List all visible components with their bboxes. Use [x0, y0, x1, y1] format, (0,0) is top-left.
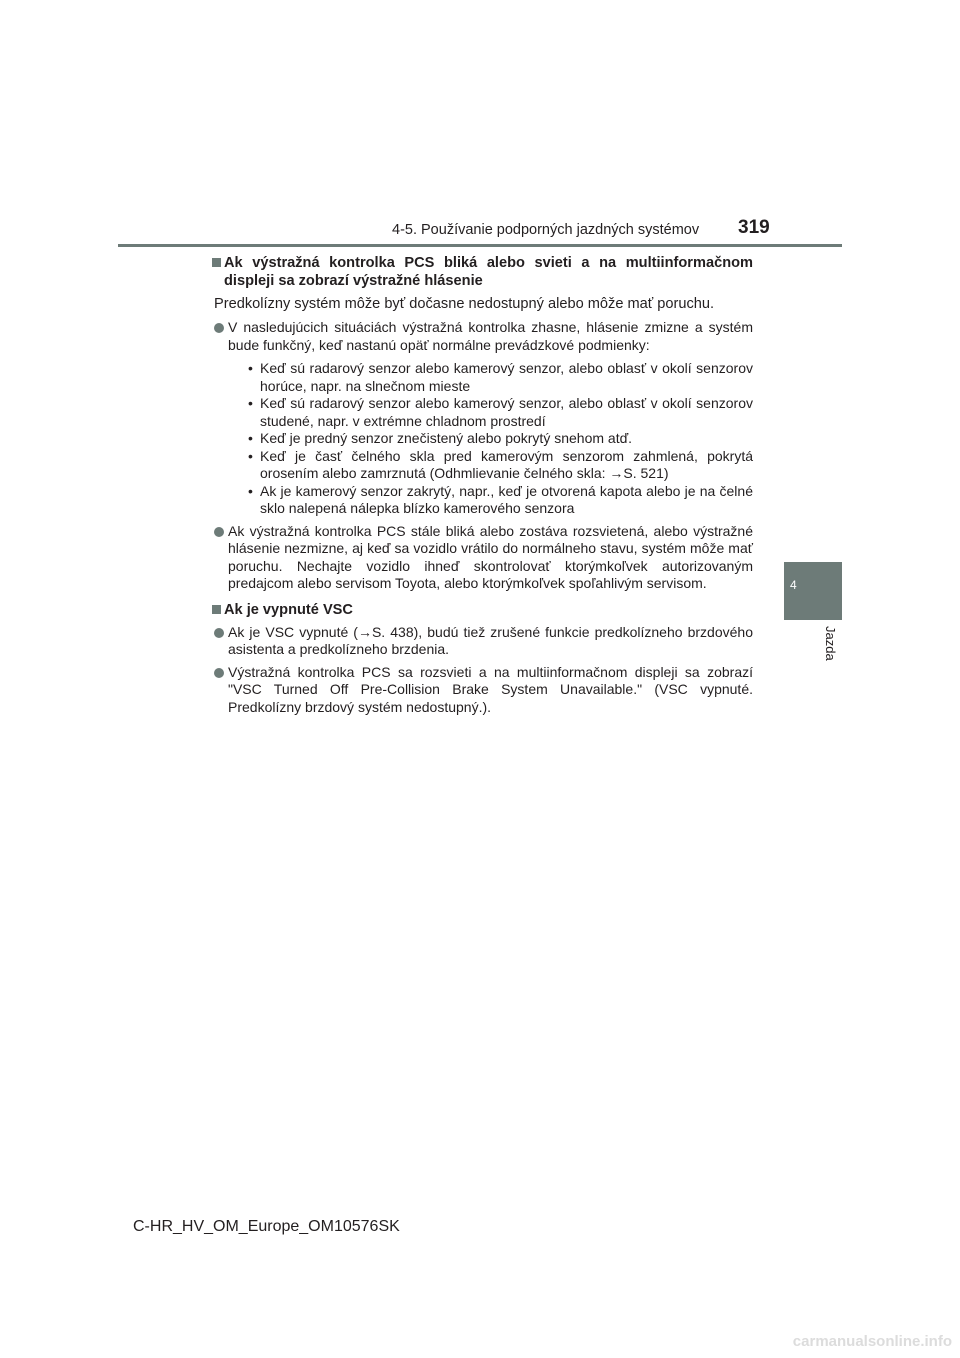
list-item-text: Ak výstražná kontrolka PCS stále bliká alebo zostáva rozsvietená, alebo výstražné hlásenie nezmizne, aj keď sa vozidlo vrátilo do normálneho stavu, systém môže mať poruchu. Nechajte vozidlo ihneď skontrolovať ktorýmkoľvek autorizovaným predajcom alebo servisom Toyota, alebo ktorýmkoľvek spoľahlivým servisom.	[228, 522, 753, 591]
main-content	[210, 254, 753, 721]
sub-list-item	[228, 395, 753, 430]
watermark: carmanualsonline.info	[792, 1333, 952, 1350]
square-bullet-icon	[212, 258, 221, 267]
intro-paragraph: Predkolízny systém môže byť dočasne nedostupný alebo môže mať poruchu.	[214, 296, 715, 312]
header-rule	[118, 244, 842, 247]
sub-list-item-text: Ak je kamerový senzor zakrytý, napr., keď je otvorená kapota alebo je na čelné sklo nalepená nálepka blízko kamerového senzora	[260, 482, 753, 516]
chapter-tab-number: 4	[790, 578, 797, 592]
sub-list-item-text: Keď sú radarový senzor alebo kamerový senzor, alebo oblasť v okolí senzorov horúce, napr. na slnečnom mieste	[260, 360, 753, 394]
dot-marker-icon: •	[248, 447, 253, 464]
list-item-text: Výstražná kontrolka PCS sa rozsvieti a na multiinformačnom displeji sa zobrazí "VSC Turned Off Pre-Collision Brake System Unavailable." (VSC vypnuté. Predkolízny brzdový systém nedostupný.).	[228, 663, 753, 715]
sub-list-item	[228, 430, 753, 448]
running-header-section: 4-5. Používanie podporných jazdných systémov	[392, 222, 700, 238]
dot-marker-icon: •	[248, 430, 253, 446]
sub-list-item-text: Keď je časť čelného skla pred kamerovým senzorom zahmlená, pokrytá orosením alebo zamrznutá (Odhmlievanie čelného skla: →S. 521)	[260, 447, 753, 481]
circle-bullet-icon	[214, 628, 224, 638]
dot-marker-icon: •	[248, 482, 253, 499]
list-item	[210, 319, 753, 518]
list-item-text: V nasledujúcich situáciách výstražná kontrolka zhasne, hlásenie zmizne a systém bude funkčný, keď nastanú opäť normálne prevádzkové podmienky:	[228, 319, 753, 353]
dot-marker-icon: •	[248, 360, 253, 376]
sub-list-item	[228, 448, 753, 483]
page-number: 319	[738, 217, 770, 238]
list-item	[210, 523, 753, 593]
dot-marker-icon: •	[248, 395, 253, 411]
circle-bullet-icon	[214, 527, 224, 537]
square-bullet-icon	[212, 605, 221, 614]
list-item-text: Ak je VSC vypnuté (→S. 438), budú tiež zrušené funkcie predkolízneho brzdového asistenta a predkolízneho brzdenia.	[228, 623, 753, 657]
chapter-tab-label: Jazda	[823, 626, 838, 661]
sub-list	[228, 360, 753, 518]
sub-list-item	[228, 483, 753, 518]
document-code: C-HR_HV_OM_Europe_OM10576SK	[133, 1218, 400, 1235]
sub-list-item-text: Keď je predný senzor znečistený alebo pokrytý snehom atď.	[260, 430, 633, 446]
section-heading-pcs-warning	[210, 254, 753, 290]
section-heading-vsc-off	[210, 601, 753, 619]
section-heading-text: Ak je vypnuté VSC	[224, 601, 353, 618]
sub-list-item	[228, 360, 753, 395]
list-item	[210, 664, 753, 717]
list-item	[210, 624, 753, 659]
circle-bullet-icon	[214, 323, 224, 333]
sub-list-item-text: Keď sú radarový senzor alebo kamerový senzor, alebo oblasť v okolí senzorov studené, napr. v extrémne chladnom prostredí	[260, 395, 753, 429]
section-heading-text: Ak výstražná kontrolka PCS bliká alebo svieti a na multiinformačnom displeji sa zobrazí výstražné hlásenie	[224, 255, 753, 289]
circle-bullet-icon	[214, 668, 224, 678]
